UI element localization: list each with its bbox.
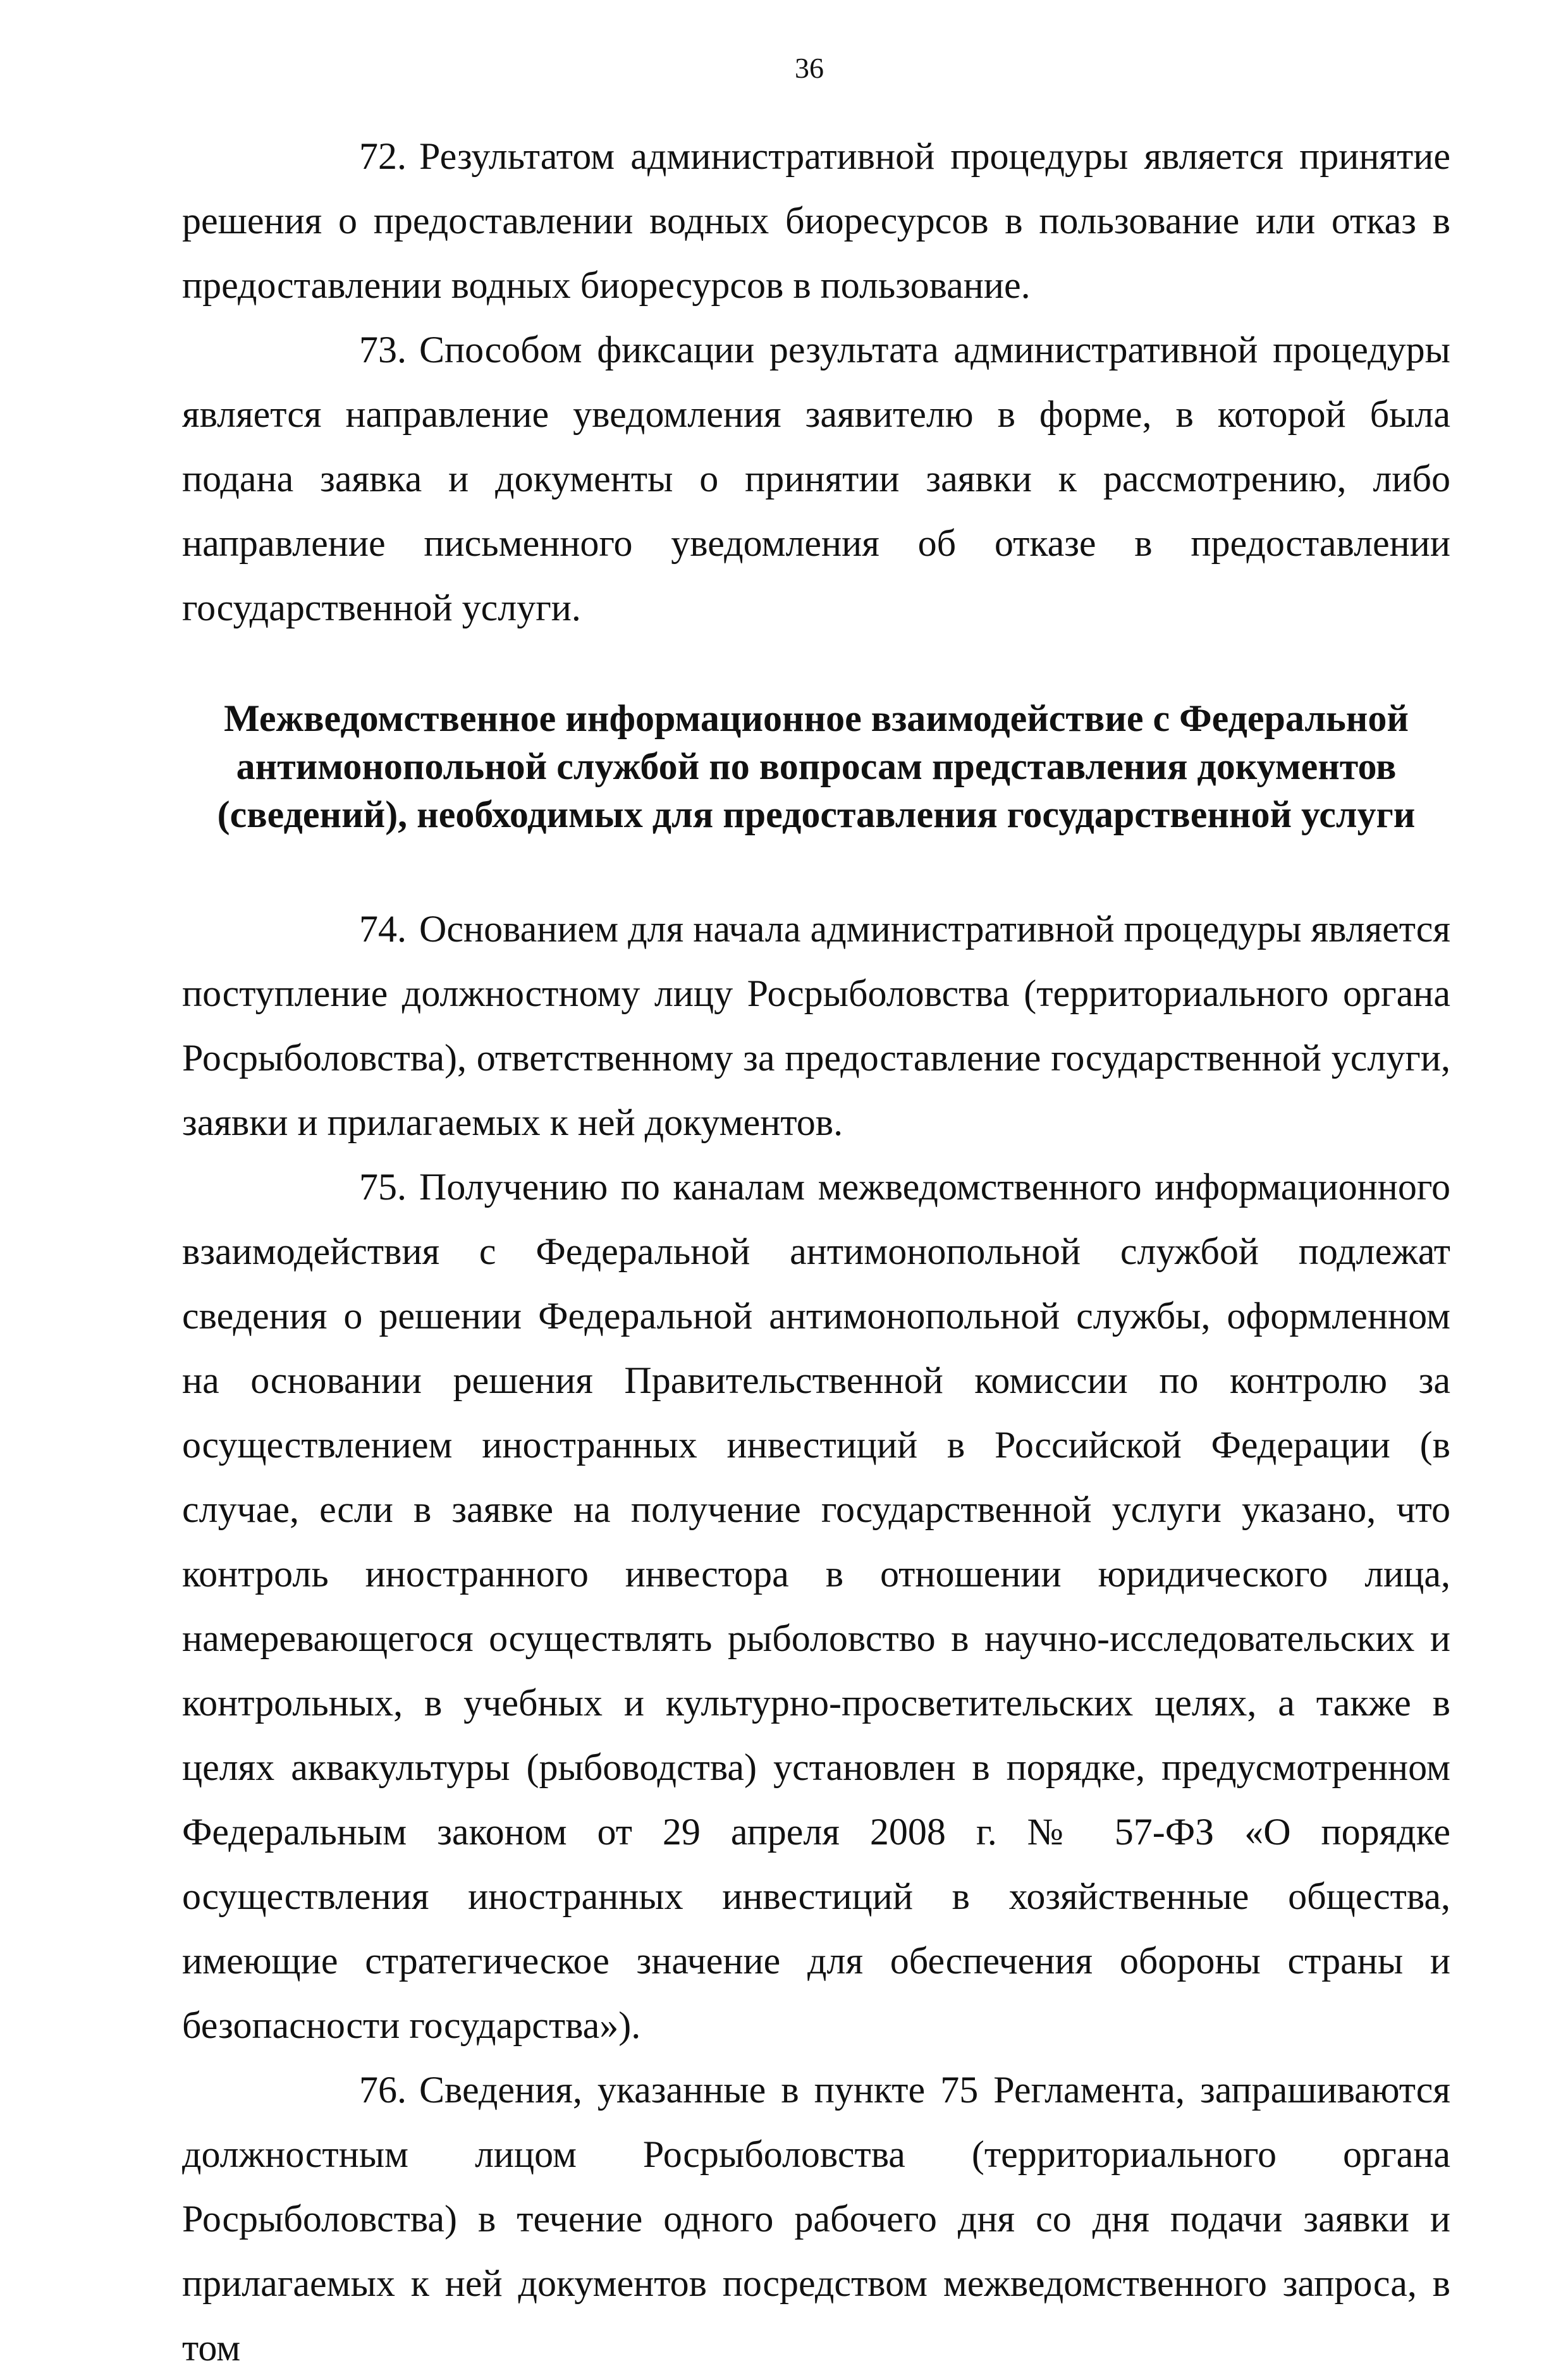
paragraph-text: Способом фиксации результата административной процедуры является направление уведомления заявителю в форме, в которой была подана заявка и документы о принятии заявки к рассмотрению, либо направление письменного уведомления об отказе в предоставлении государственной услуги. [182,329,1450,629]
page-number: 36 [795,52,824,84]
document-body [182,124,1450,2380]
section-heading: Межведомственное информационное взаимодействие с Федеральной антимонопольной службой по вопросам представления документов (сведений), необходимых для предоставления государственной услуги [217,697,1416,835]
paragraph-text: Основанием для начала административной процедуры является поступление должностному лицу Росрыболовства (территориального органа Росрыболовства), ответственному за предоставление государственной услуги, заявки и прилагаемых к ней документов. [182,908,1450,1143]
paragraph-74 [182,897,1450,1155]
paragraph-text: Результатом административной процедуры является принятие решения о предоставлении водных биоресурсов в пользование или отказ в предоставлении водных биоресурсов в пользование. [182,135,1450,306]
paragraph-text: Сведения, указанные в пункте 75 Регламента, запрашиваются должностным лицом Росрыболовства (территориального органа Росрыболовства) в течение одного рабочего дня со дня подачи заявки и прилагаемых к ней документов посредством межведомственного запроса, в том [182,2069,1450,2369]
paragraph-73 [182,317,1450,640]
paragraph-number: 73. [359,329,407,371]
paragraph-text: Получению по каналам межведомственного информационного взаимодействия с Федеральной антимонопольной службой подлежат сведения о решении Федеральной антимонопольной службы, оформленном на основании решения Правительственной комиссии по контролю за осуществлением иностранных инвестиций в Российской Федерации (в случае, если в заявке на получение государственной услуги указано, что контроль иностранного инвестора в отношении юридического лица, намеревающегося осуществлять рыболовство в научно-исследовательских и контрольных, в учебных и культурно-просветительских целях, а также в целях аквакультуры (рыбоводства) установлен в порядке, предусмотренном Федеральным законом от 29 апреля 2008 г. № 57-ФЗ «О порядке осуществления иностранных инвестиций в хозяйственные общества, имеющие стратегическое значение для обеспечения обороны страны и безопасности государства»). [182,1166,1450,2046]
paragraph-75 [182,1155,1450,2058]
paragraph-number: 76. [359,2069,407,2111]
paragraph-number: 75. [359,1166,407,1208]
paragraph-76 [182,2058,1450,2380]
paragraph-number: 74. [359,908,407,950]
paragraph-number: 72. [359,135,407,177]
paragraph-72 [182,124,1450,317]
